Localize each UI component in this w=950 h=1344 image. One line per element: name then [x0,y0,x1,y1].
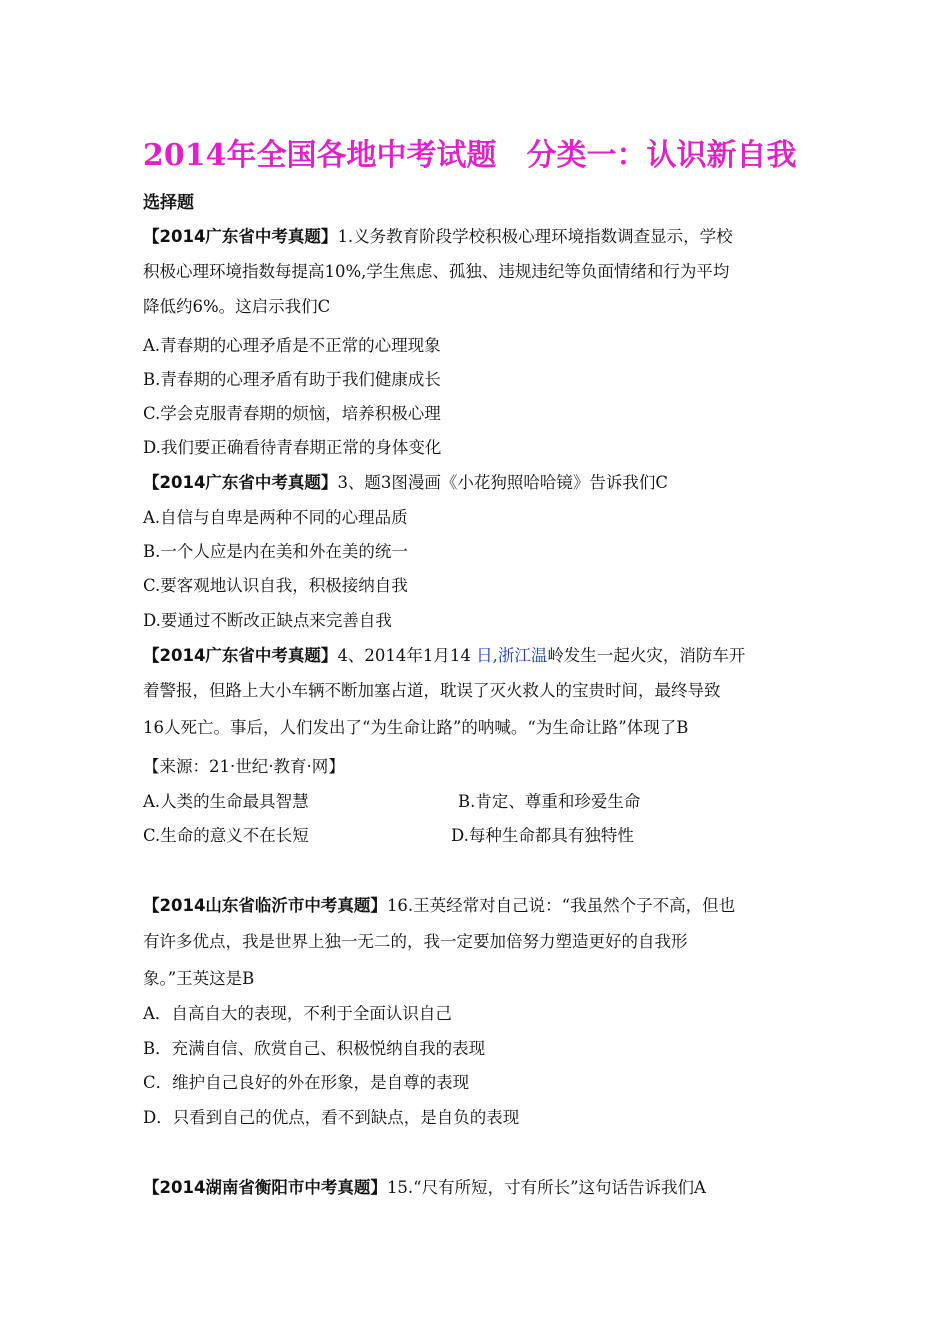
q3-option-d: D.要通过不断改正缺点来完善自我 [143,611,392,630]
title-part-1: 2014年全国各地中考试题 [143,138,497,173]
q16-line-3: 象。”王英这是B [143,969,255,988]
q1-line-3: 降低约6%。这启示我们C [143,297,331,316]
q3-option-b: B.一个人应是内在美和外在美的统一 [143,542,408,561]
q3-option-a: A.自信与自卑是两种不同的心理品质 [143,508,408,527]
q4-option-d: D.每种生命都具有独特性 [451,826,634,845]
q16-option-c: C．维护自己良好的外在形象，是自尊的表现 [143,1073,470,1092]
q4-source-note: 【来源：21·世纪·教育·网】 [143,757,345,776]
q15-source-tag: 【2014湖南省衡阳市中考真题】 [143,1178,387,1197]
q3-line-1 [143,471,668,495]
q3-option-c: C.要客观地认识自我，积极接纳自我 [143,576,408,595]
q1-option-d: D.我们要正确看待青春期正常的身体变化 [143,438,442,457]
q16-line-2: 有许多优点，我是世界上独一无二的，我一定要加倍努力塑造更好的自我形 [143,932,688,951]
q1-option-c: C.学会克服青春期的烦恼，培养积极心理 [143,404,441,423]
q4-option-c: C.生命的意义不在长短 [143,826,309,845]
q4-option-a: A.人类的生命最具智慧 [143,792,309,811]
q4-option-b: B.肯定、尊重和珍爱生命 [458,792,641,811]
q1-line-1 [143,225,733,249]
q1-option-b: B.青春期的心理矛盾有助于我们健康成长 [143,370,441,389]
q4-text-1b: 岭发生一起火灾，消防车开 [547,646,746,665]
q16-option-d: D．只看到自己的优点，看不到缺点，是自负的表现 [143,1108,520,1127]
q16-source-tag: 【2014山东省临沂市中考真题】 [143,896,387,915]
q4-source-tag: 【2014广东省中考真题】 [143,646,338,665]
q16-text-1: 16.王英经常对自己说：“我虽然个子不高，但也 [386,896,736,915]
q15-text-1: 15.“尺有所短，寸有所长”这句话告诉我们A [386,1178,706,1197]
title-part-2: 分类一：认识新自我 [526,138,797,173]
page-title [143,130,797,174]
q15-line-1 [143,1176,706,1200]
q3-text-1: 3、题3图漫画《小花狗照哈哈镜》告诉我们C [337,473,669,492]
q4-place-link[interactable]: 日,浙江温 [476,646,548,665]
q4-line-2: 着警报，但路上大小车辆不断加塞占道，耽误了灭火救人的宝贵时间，最终导致 [143,681,721,700]
q16-option-b: B．充满自信、欣赏自己、积极悦纳自我的表现 [143,1039,486,1058]
q4-line-1 [143,644,745,668]
q1-line-2: 积极心理环境指数每提高10%,学生焦虑、孤独、违规违纪等负面情绪和行为平均 [143,262,730,281]
q1-option-a: A.青春期的心理矛盾是不正常的心理现象 [143,336,441,355]
q16-option-a: A．自高自大的表现，不利于全面认识自己 [143,1004,452,1023]
q1-text-1: 1.义务教育阶段学校积极心理环境指数调查显示，学校 [337,227,733,246]
q4-line-3: 16人死亡。事后，人们发出了“为生命让路”的呐喊。“为生命让路”体现了B [143,718,689,737]
section-heading: 选择题 [143,193,194,213]
q3-source-tag: 【2014广东省中考真题】 [143,473,338,492]
q4-text-1a: 4、2014年1月14 [337,646,477,665]
q16-line-1 [143,894,735,918]
q1-source-tag: 【2014广东省中考真题】 [143,227,338,246]
